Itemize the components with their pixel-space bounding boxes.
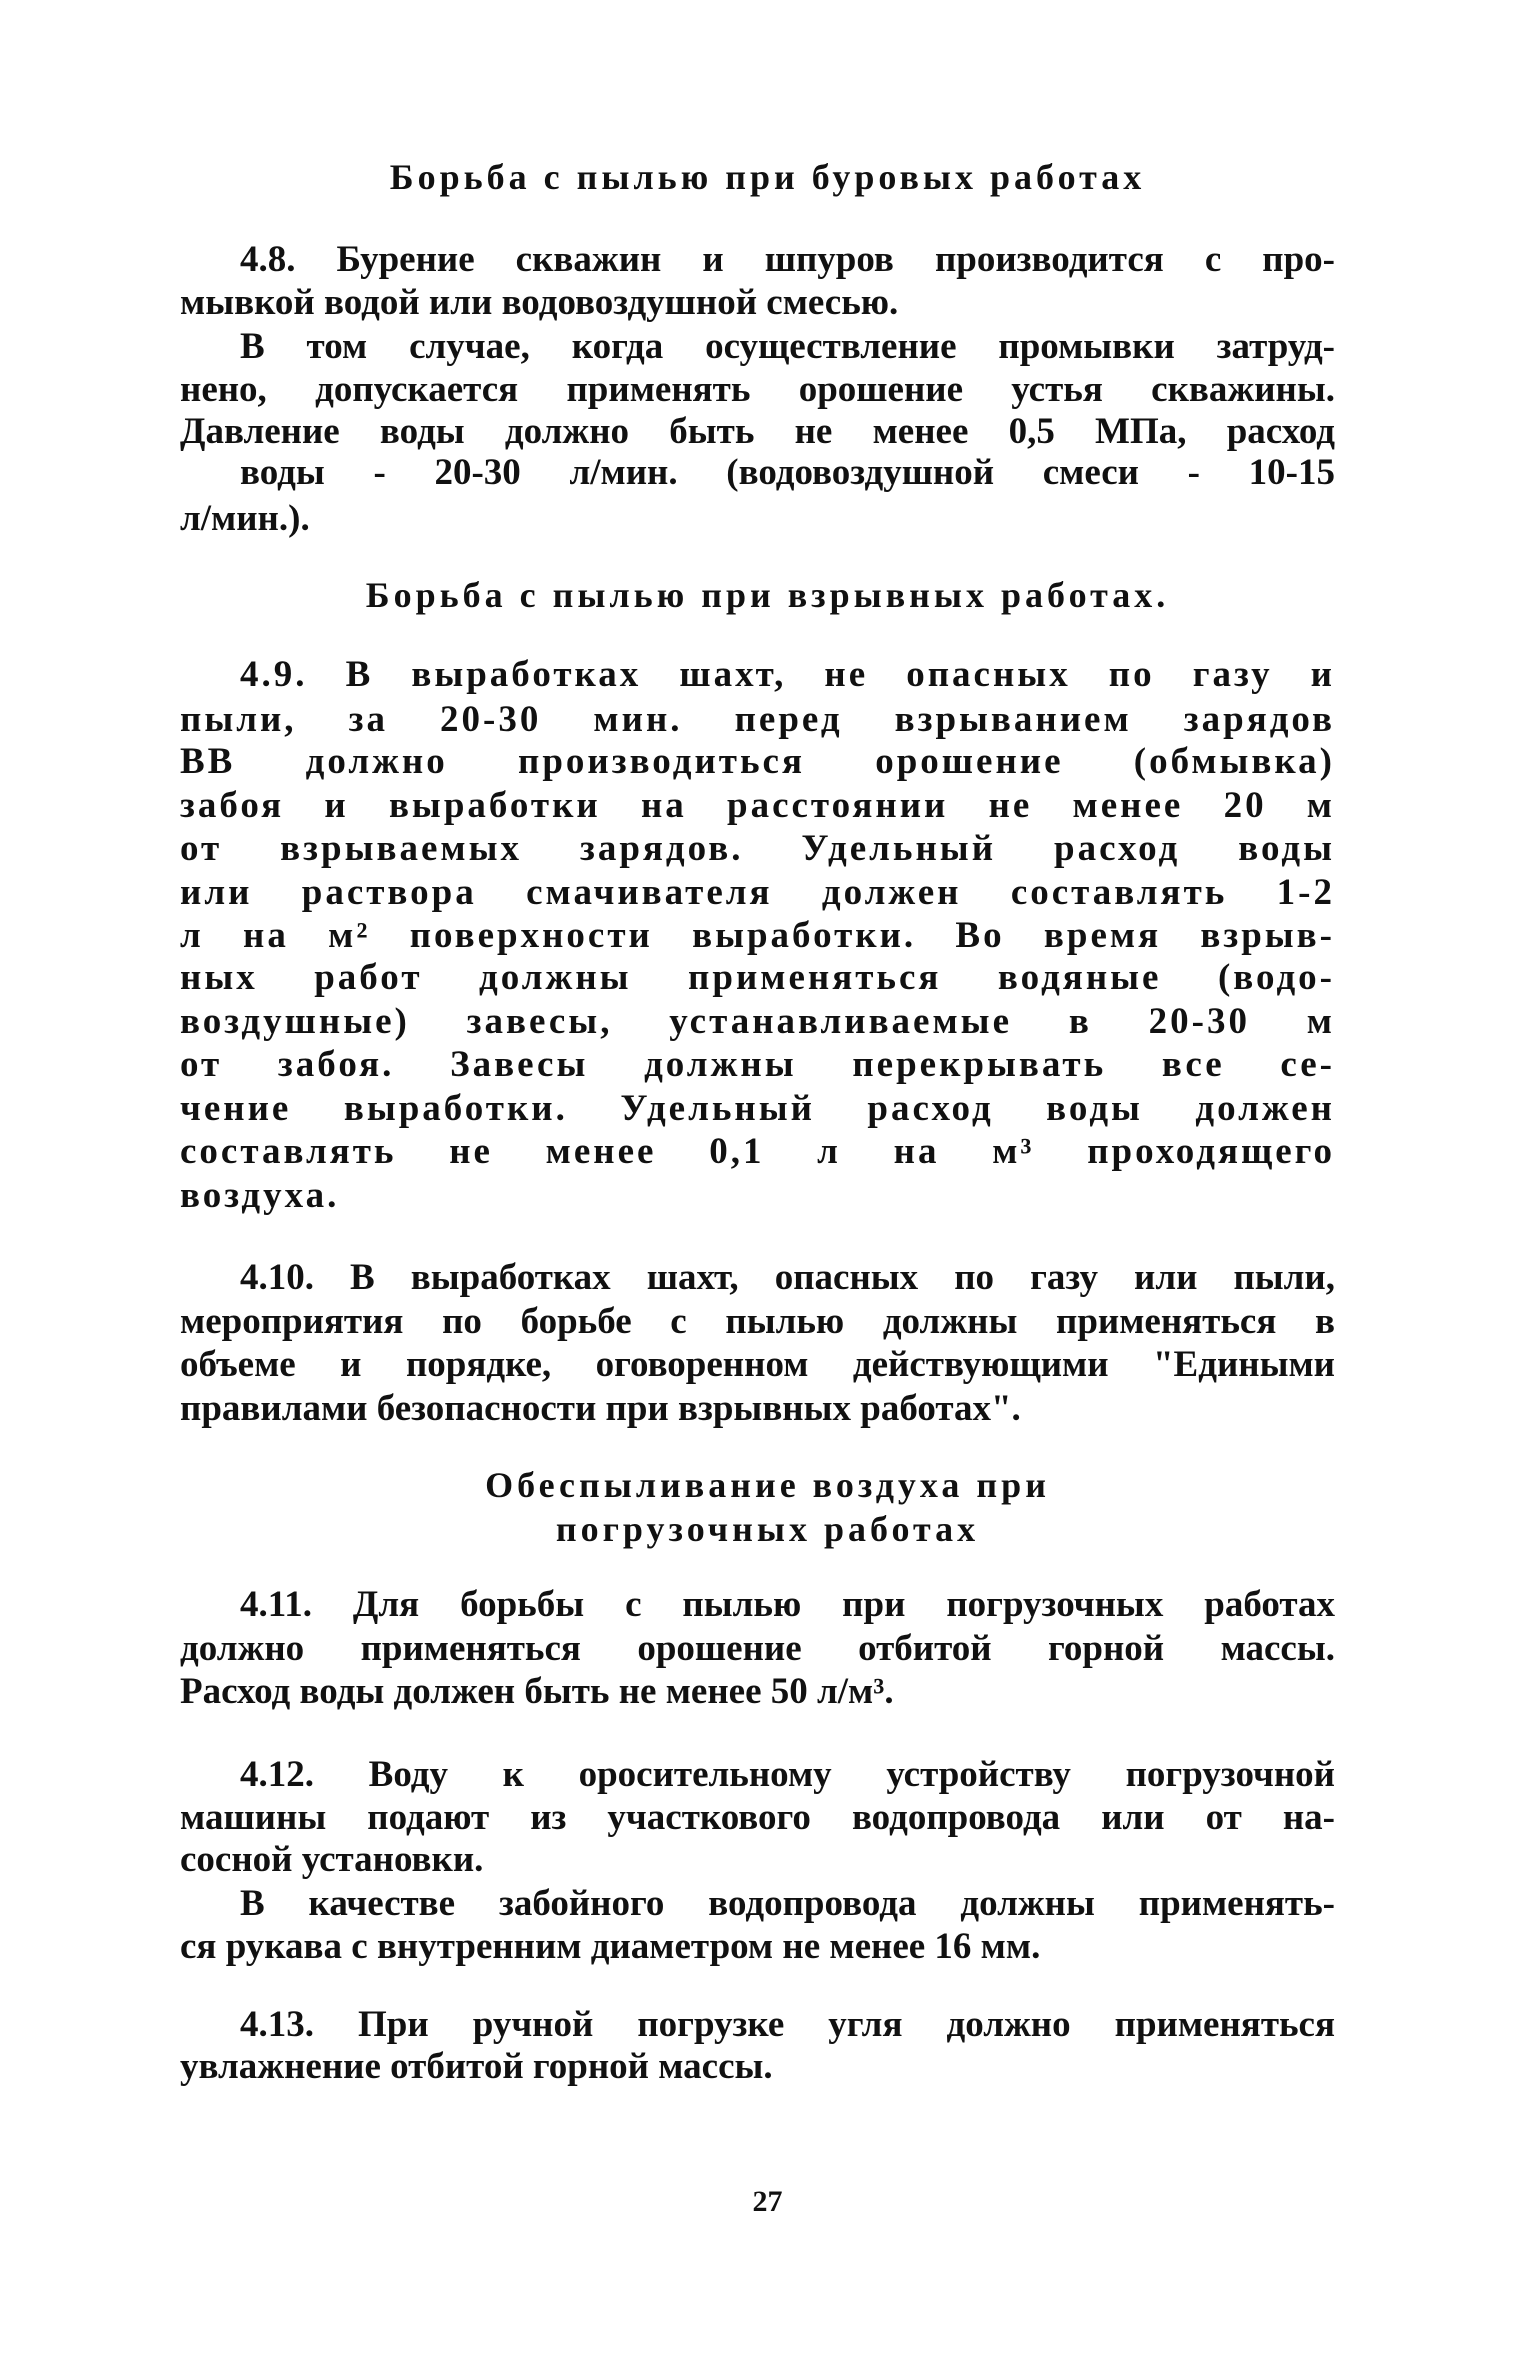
text-line: В качестве забойного водопровода должны применять-	[240, 1883, 1335, 1924]
text-line: составлять не менее 0,1 л на м³ проходящего	[180, 1131, 1335, 1172]
text-line: забоя и выработки на расстоянии не менее 20 м	[180, 785, 1335, 826]
text-line: л/мин.).	[180, 498, 310, 539]
text-line: пыли, за 20-30 мин. перед взрыванием зарядов	[180, 699, 1335, 740]
section-heading-loading-line1: Обеспыливание воздуха при	[485, 1465, 1050, 1505]
text-line: воздуха.	[180, 1175, 340, 1216]
text-line: 4.13. При ручной погрузке угля должно применяться	[240, 2004, 1335, 2045]
text-line: правилами безопасности при взрывных работах".	[180, 1388, 1021, 1429]
text-line: 4.8. Бурение скважин и шпуров производится с про-	[240, 239, 1335, 280]
text-line: увлажнение отбитой горной массы.	[180, 2046, 773, 2087]
text-line: мывкой водой или водовоздушной смесью.	[180, 282, 899, 323]
text-line: ных работ должны применяться водяные (водо-	[180, 957, 1335, 998]
text-line: чение выработки. Удельный расход воды должен	[180, 1088, 1335, 1129]
text-line: мероприятия по борьбе с пылью должны применяться в	[180, 1301, 1335, 1342]
section-heading-blasting: Борьба с пылью при взрывных работах.	[365, 575, 1170, 615]
text-line: сосной установки.	[180, 1839, 484, 1880]
text-line: 4.11. Для борьбы с пылью при погрузочных работах	[240, 1584, 1335, 1625]
text-line: Расход воды должен быть не менее 50 л/м³.	[180, 1671, 894, 1712]
text-line: или раствора смачивателя должен составлять 1-2	[180, 872, 1335, 913]
text-line: Давление воды должно быть не менее 0,5 МПа, расход	[180, 411, 1335, 452]
text-line: 4.12. Воду к оросительному устройству погрузочной	[240, 1754, 1335, 1795]
text-line: воды - 20-30 л/мин. (водовоздушной смеси - 10-15	[240, 452, 1335, 493]
page-number: 27	[752, 2185, 783, 2218]
text-line: 4.9. В выработках шахт, не опасных по газу и	[240, 654, 1335, 695]
section-heading-drilling: Борьба с пылью при буровых работах	[389, 157, 1146, 197]
text-line: машины подают из участкового водопровода или от на-	[180, 1797, 1335, 1838]
text-line: объеме и порядке, оговоренном действующими "Едиными	[180, 1344, 1335, 1385]
text-line: 4.10. В выработках шахт, опасных по газу или пыли,	[240, 1257, 1335, 1298]
text-line: от взрываемых зарядов. Удельный расход воды	[180, 828, 1335, 869]
text-line: В том случае, когда осуществление промывки затруд-	[240, 326, 1335, 367]
text-line: должно применяться орошение отбитой горной массы.	[180, 1628, 1335, 1669]
text-line: воздушные) завесы, устанавливаемые в 20-30 м	[180, 1001, 1335, 1042]
text-line: ВВ должно производиться орошение (обмывка)	[180, 741, 1335, 782]
text-line: ся рукава с внутренним диаметром не менее 16 мм.	[180, 1926, 1041, 1967]
section-heading-loading-line2: погрузочных работах	[555, 1509, 980, 1549]
text-line: от забоя. Завесы должны перекрывать все се-	[180, 1044, 1335, 1085]
text-line: нено, допускается применять орошение устья скважины.	[180, 369, 1335, 410]
text-line: л на м² поверхности выработки. Во время взрыв-	[180, 915, 1335, 956]
